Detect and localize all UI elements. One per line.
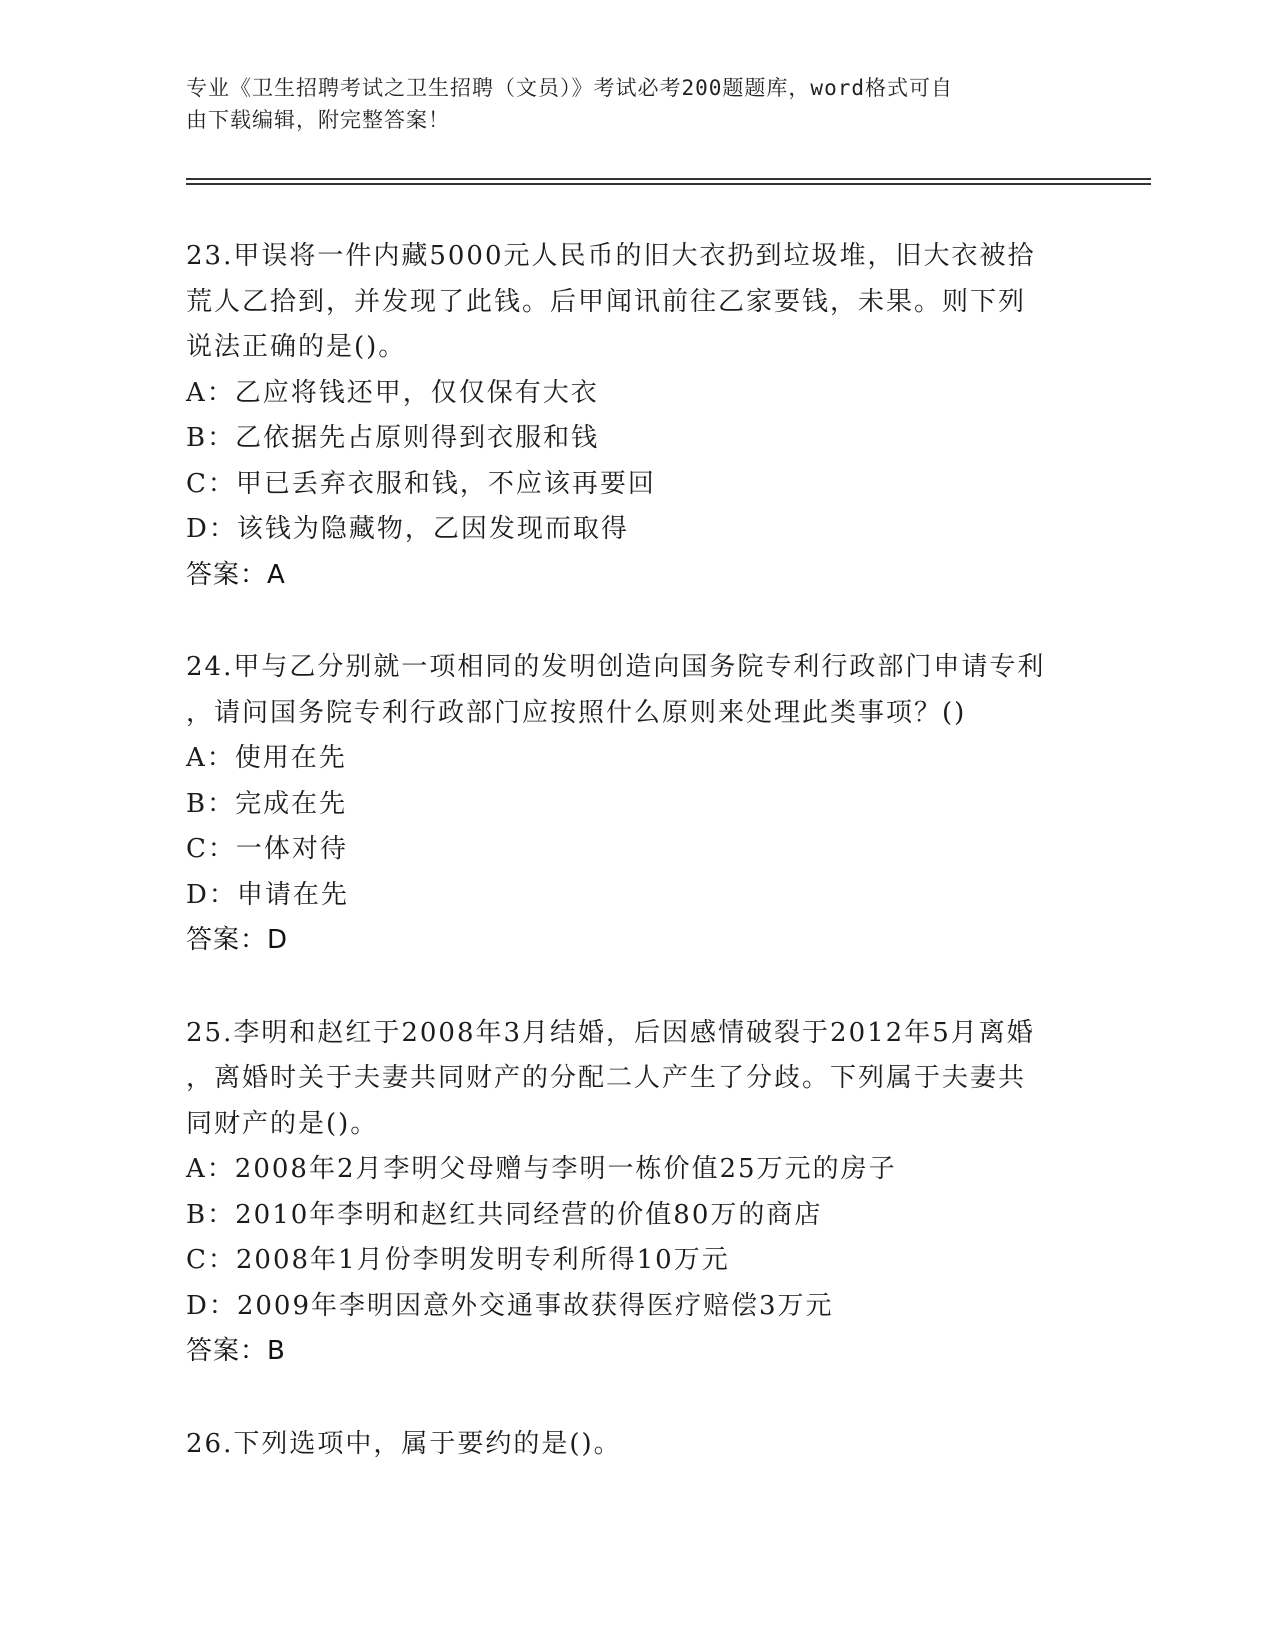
question-text-line: 说法正确的是()。: [186, 332, 407, 362]
option-c: C：一体对待: [186, 834, 348, 864]
option-d: D：2009年李明因意外交通事故获得医疗赔偿3万元: [186, 1290, 834, 1321]
question-text-line: ，离婚时关于夫妻共同财产的分配二人产生了分歧。下列属于夫妻共: [186, 1063, 1027, 1093]
option-c: C：甲已丢弃衣服和钱，不应该再要回: [186, 468, 656, 499]
option-a: A：使用在先: [186, 743, 347, 773]
option-d: D：申请在先: [186, 879, 349, 910]
question-23: [186, 234, 1086, 598]
document-header: [186, 72, 1066, 136]
option-c: C：2008年1月份李明发明专利所得10万元: [186, 1245, 730, 1275]
question-25: [186, 1011, 1086, 1375]
option-b: B：2010年李明和赵红共同经营的价值80万的商店: [186, 1199, 823, 1230]
question-text-line: 23.甲误将一件内藏5000元人民币的旧大衣扔到垃圾堆，旧大衣被拾: [186, 241, 1036, 271]
question-text-line: 25.李明和赵红于2008年3月结婚，后因感情破裂于2012年5月离婚: [186, 1017, 1035, 1048]
header-divider-top: [186, 178, 1151, 180]
header-line-2: 由下载编辑，附完整答案！: [186, 108, 450, 132]
question-text-line: 荒人乙拾到，并发现了此钱。后甲闻讯前往乙家要钱，未果。则下列: [186, 286, 1027, 317]
option-a: A：2008年2月李明父母赠与李明一栋价值25万元的房子: [186, 1154, 897, 1184]
answer: 答案：D: [186, 925, 289, 955]
question-text-line: 26.下列选项中，属于要约的是()。: [186, 1428, 622, 1459]
header-divider-bottom: [186, 183, 1151, 185]
option-b: B：乙依据先占原则得到衣服和钱: [186, 423, 600, 453]
question-text-line: 24.甲与乙分别就一项相同的发明创造向国务院专利行政部门申请专利: [186, 652, 1046, 682]
question-list: [186, 234, 1086, 1514]
option-a: A：乙应将钱还甲，仅仅保有大衣: [186, 377, 599, 408]
answer: 答案：A: [186, 559, 286, 590]
question-24: [186, 645, 1086, 964]
header-line-1: 专业《卫生招聘考试之卫生招聘（文员）》考试必考200题题库，word格式可自: [186, 76, 953, 100]
option-b: B：完成在先: [186, 788, 348, 819]
question-text-line: 同财产的是()。: [186, 1108, 379, 1139]
option-d: D：该钱为隐藏物，乙因发现而取得: [186, 514, 629, 544]
question-26: [186, 1422, 1086, 1468]
question-text-line: ，请问国务院专利行政部门应按照什么原则来处理此类事项？(): [186, 697, 967, 728]
answer: 答案：B: [186, 1336, 286, 1366]
